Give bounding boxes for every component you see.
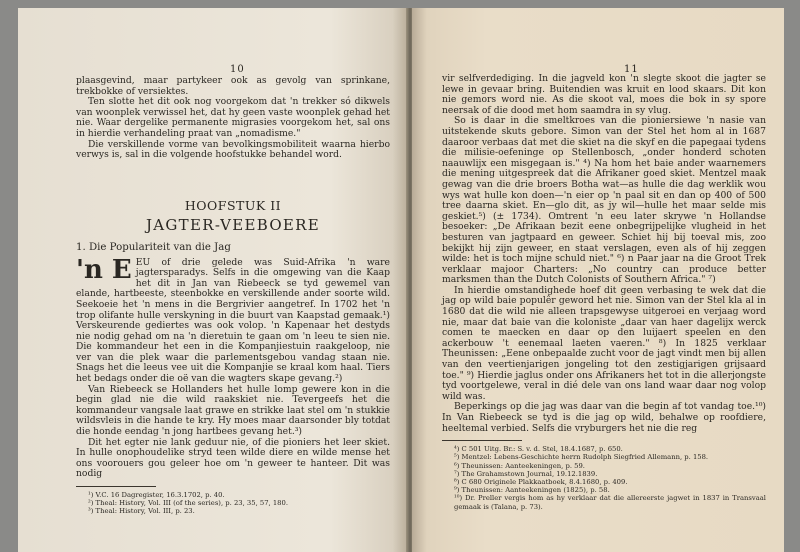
chapter-number: HOOFSTUK II <box>184 197 282 213</box>
right-body <box>442 74 766 511</box>
intro-paragraph-2: Ten slotte het dit ook nog voorgekom dat 'n trekker só dikwels van woonplek verwissel het, dat hy geen vaste woonplek gehad het nie. Waar dergelike permanente migrasies voorgekom het, sal ons in hierdie verhandeling praat van „nomadisme." <box>76 96 390 139</box>
footnote: ¹) V.C. 16 Dagregister, 16.3.1702, p. 40. <box>88 491 225 499</box>
footnote: ⁷) The Grahamstown Journal, 19.12.1839. <box>454 469 598 478</box>
body-paragraph-2: Dit het egter nie lank geduur nie, of die pioniers het leer skiet. In hulle onophoudelike stryd teen wilde diere en wilde mense het ons voorouers gou geleer hoe om 'n geweer te hanteer. Dit was nodig <box>76 436 390 480</box>
footnote: ⁸) C 680 Originele Plakkaatboek, 8.4.1680, p. 409. <box>454 478 628 486</box>
footnote: ¹⁰) Dr. Preller vergis hom as hy verklaar dat die allereerste jagwet in 1837 in Transvaal gemaak is (Talana, p. 73). <box>454 494 766 511</box>
footnote-rule <box>76 486 156 487</box>
section-heading: 1. Die Populariteit van die Jag <box>76 241 231 253</box>
intro-paragraph-1: plaasgevind, maar partykeer ook as gevolg van sprinkane, trekbokke of versiektes. <box>76 75 390 97</box>
dropcap-paragraph <box>76 254 390 385</box>
left-page <box>18 8 408 552</box>
body-paragraph-1: Van Riebeeck se Hollanders het hulle lomp gewere kon in die begin glad nie die wild raakskiet nie. Tevergeefs het die kommandeur vangsale laat grawe en strikke laat stel om 'n stukkie wildsvleis in die hande te kry. Hy moes maar daarsonder bly totdat die honde eendag 'n jong hartbees gevang het.³) <box>76 383 390 438</box>
right-page <box>412 8 784 552</box>
intro-paragraph-3: Die verskillende vorme van bevolkingsmobiliteit waarna hierbo verwys is, sal in die volgende hoofstukke behandel word. <box>76 138 390 161</box>
page-number-right: 11 <box>624 64 639 75</box>
footnote: ⁵) Mentzel: Lebens-Geschichte herrn Rudolph Siegfried Allemann, p. 158. <box>454 453 709 462</box>
footnote-rule <box>442 440 522 441</box>
body-paragraph-1: vir selfverdediging. In die jagveld kon 'n slegte skoot die jagter se lewe in gevaar bring. Buitendien was kruit en lood skaars. Dit kon nie gemors word nie. As die skoot val, moes die bok in sy spore neersak of die dood met hom saamdra in sy vlug. <box>442 73 766 116</box>
body-paragraph-4: Beperkings op die jag was daar van die begin af tot vandag toe.¹⁰) In Van Riebeeck se tyd is die jag op wild, behalwe op roofdiere, heeltemal verbied. Selfs die vryburgers het nie die reg <box>442 401 766 434</box>
open-book <box>18 8 784 552</box>
footnote: ²) Theal: History, Vol. III (of the series), p. 23, 35, 57, 180. <box>88 499 288 508</box>
left-body <box>76 76 390 516</box>
page-number-left: 10 <box>230 64 245 75</box>
dropcap-paragraph-text: EU of drie gelede was Suid-Afrika 'n ware jagtersparadys. Selfs in die omgewing van die Kaap het dit in Jan van Riebeeck se tyd gewemel van elande, hartbeeste, steenbokke en verskillende ander soorte wild. Seekoeie het 'n mens in die Bergrivier aangetref. In 1702 het 'n trop olifante hulle verskyning in die buurt van Kaapstad gemaak.¹) Verskeurende gediertes was ook volop. 'n Kapenaar het destyds nie nodig gehad om na 'n dieretuin te gaan om 'n leeu te sien nie. Die kommandeur het een in die Kompanjiestuin raakgeloop, nie ver van die plek waar die parlementsgebou vandag staan nie. Snags het die leeus vee uit die Kompanjie se kraal kom haal. Tiers het bedags onder die oë van die wagters skape gevang.²) <box>76 256 390 385</box>
right-footnotes <box>442 445 766 511</box>
chapter-title: JAGTER-VEEBOERE <box>145 216 321 235</box>
body-paragraph-3: In hierdie omstandighede hoef dit geen verbasing te wek dat die jag op wild baie populêr geword het nie. Simon van der Stel kla al in 1680 dat die wild nie alleen trapsgewyse uitgeroei en verjaag word nie, maar dat baie van die koloniste „daar van haer dagelijx werck comen te maecken en daar op den luijaert speelen en den ackerbouw 't eenemaal laeten vaeren." ⁸) In 1825 verklaar Theunissen: „Eene onbepaalde zucht voor de jagt vindt men bij allen van den veertienjarigen jongeling tot den zestigjarigen grijsaard toe." ⁹) Hierdie jaglus onder ons Afrikaners het tot in die allerjongste tyd voortgelewe, veral in dié dele van ons land waar daar nog volop wild was. <box>442 284 766 402</box>
footnote: ³) Theal: History, Vol. III, p. 23. <box>88 507 195 516</box>
footnote: ⁶) Theunissen: Aanteekeningen, p. 59. <box>454 461 585 470</box>
footnote: ⁹) Theunissen: Aanteekeningen (1825), p. 58. <box>454 486 610 495</box>
footnote: ⁴) C 501 Uitg. Br.: S. v. d. Stel, 18.4.1687, p. 650. <box>454 445 623 454</box>
drop-cap: 'n E <box>76 254 132 285</box>
body-paragraph-2: So is daar in die smeltkroes van die pioniersiewe 'n nasie van uitstekende skuts gebore. Simon van der Stel het hom al in 1687 daaroor verbaas dat met die skiet na die skyf en die papegaai tydens die milisie-oefeninge op Stellenbosch, „onder honderd schoten naauwlijx een misgegaan is." ⁴) Na hom het baie ander waarnemers die mening uitgespreek dat die Afrikaner goed skiet. Mentzel maak gewag van die drie broers Botha wat—as hulle die dag werklik wou wys wat hulle kon doen—'n eier op 'n paal sit en dan op 400 of 500 tree daarna skiet. En—glo dit, as jy wil—hulle het maar selde mis geskiet.⁵) (± 1734). Omtrent 'n eeu later skrywe 'n Hollandse besoeker: „De Afrikaan bezit eene onbegrijpelijke vlugheid in het besturen van jagtpaard en geweer. Schiet hij bij toeval mis, zoo bekijkt hij zijn geweer, en staat verslagen, even als of hij zeggen wilde: het is toch mijne schuld niet." ⁶) n Paar jaar na die Groot Trek verklaar majoor Charters: „No country can produce better marksmen than the Dutch Colonists of Southern Africa." ⁷) <box>442 115 766 286</box>
left-footnotes <box>76 491 390 516</box>
